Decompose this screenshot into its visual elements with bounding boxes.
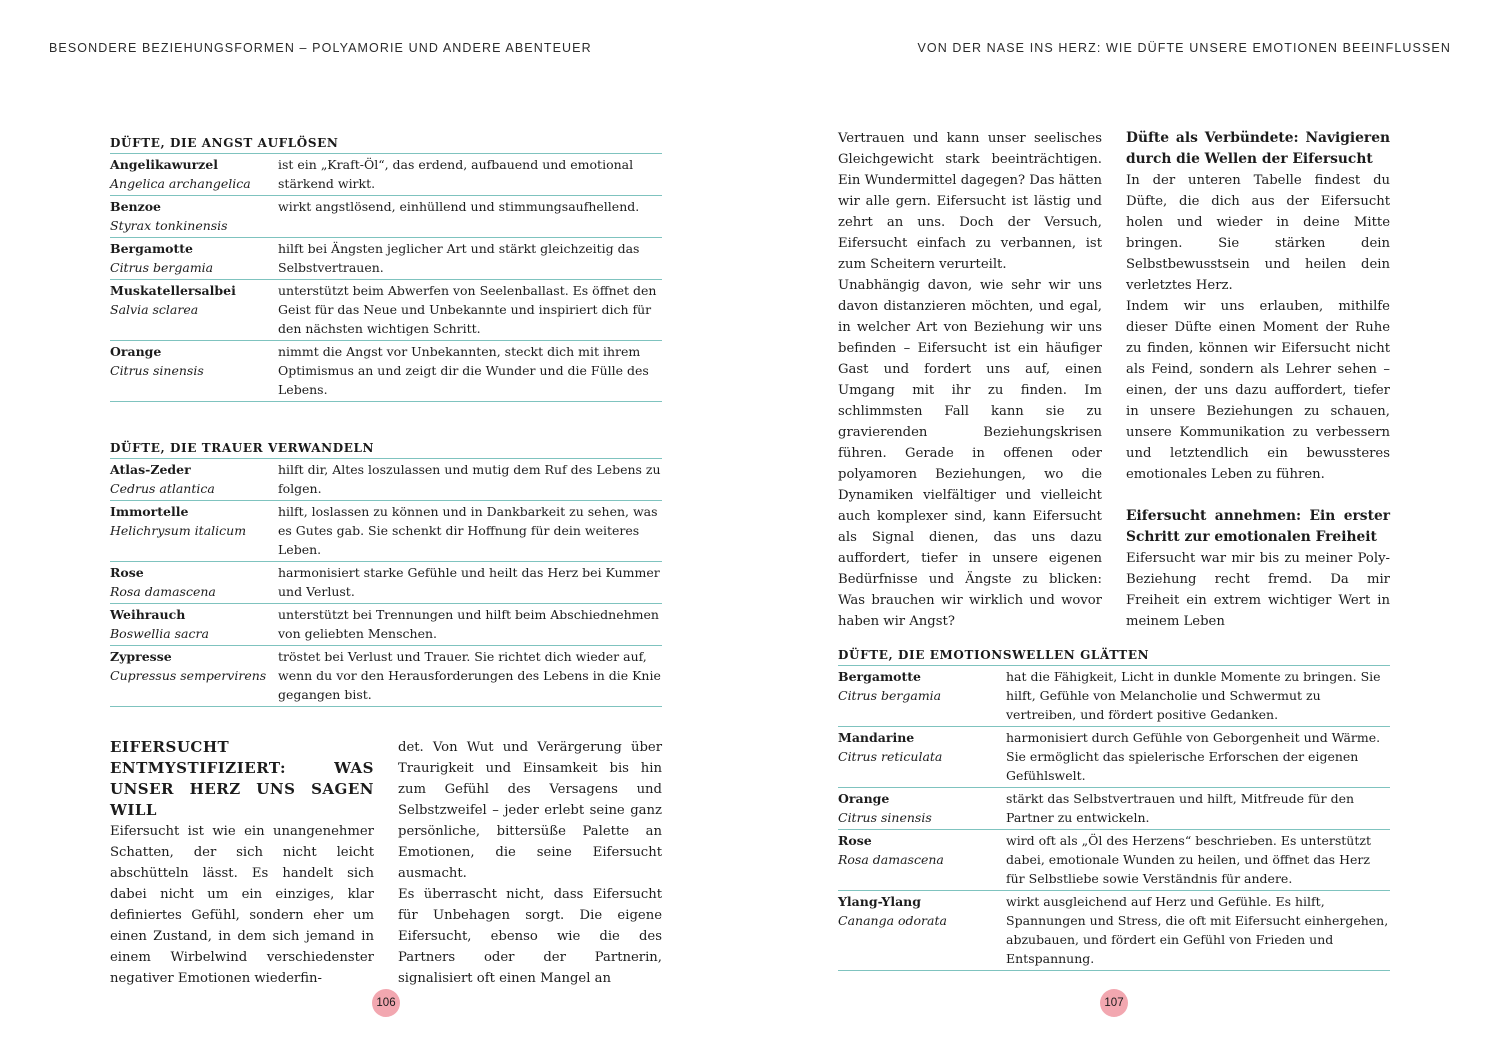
- oil-description: hilft, loslassen zu können und in Dankbarkeit zu sehen, was es Gutes gab. Sie schenkt dir Hoffnung für dein weiteres Leben.: [278, 504, 658, 557]
- table-row: [838, 830, 1390, 891]
- table-row: [110, 562, 662, 604]
- oil-description: wirkt angstlösend, einhüllend und stimmungsaufhellend.: [278, 199, 640, 214]
- right-column-2: [1126, 128, 1390, 632]
- oil-common-name: Angelikawurzel: [110, 157, 218, 172]
- oil-description: stärkt das Selbstvertrauen und hilft, Mitfreude für den Partner zu entwickeln.: [1006, 791, 1355, 825]
- oil-common-name: Rose: [110, 565, 144, 580]
- oil-common-name: Benzoe: [110, 199, 161, 214]
- table-row: [110, 238, 662, 280]
- oil-latin-name: Cananga odorata: [838, 913, 947, 928]
- oil-names: [110, 342, 278, 399]
- table-title: DÜFTE, DIE EMOTIONSWELLEN GLÄTTEN: [838, 647, 1390, 666]
- oil-description: ist ein „Kraft-Öl“, das erdend, aufbauend und emotional stärkend wirkt.: [278, 157, 634, 191]
- oil-common-name: Mandarine: [838, 730, 915, 745]
- table-row: [110, 196, 662, 238]
- table-angst: [110, 135, 662, 402]
- oil-common-name: Orange: [110, 344, 162, 359]
- oil-description: hilft dir, Altes loszulassen und mutig dem Ruf des Lebens zu folgen.: [278, 462, 661, 496]
- oil-latin-name: Rosa damascena: [110, 584, 216, 599]
- paragraph: In der unteren Tabelle findest du Düfte, die dich aus der Eifersucht holen und wieder in deine Mitte bringen. Sie stärken dein Selbstbewusstsein und heilen dein verletztes Herz.: [1126, 173, 1390, 293]
- right-column-1: [838, 128, 1102, 632]
- left-column-1: [110, 737, 374, 989]
- oil-description: nimmt die Angst vor Unbekannten, steckt dich mit ihrem Optimismus an und zeigt dir die Wunder und die Fülle des Lebens.: [278, 344, 649, 397]
- oil-latin-name: Citrus bergamia: [838, 688, 942, 703]
- oil-names: [838, 831, 1006, 888]
- oil-common-name: Atlas-Zeder: [110, 462, 191, 477]
- oil-description: unterstützt bei Trennungen und hilft beim Abschiednehmen von geliebten Menschen.: [278, 607, 659, 641]
- table-row: [838, 666, 1390, 727]
- table-row: [838, 788, 1390, 830]
- running-head-left: BESONDERE BEZIEHUNGSFORMEN – POLYAMORIE UND ANDERE ABENTEUER: [49, 41, 592, 55]
- paragraph: Unabhängig davon, wie sehr wir uns davon distanzieren möchten, und egal, in welcher Art von Beziehung wir uns befinden – Eifersucht ist ein häufiger Gast und fordert uns auf, einen Umgang mit ihr zu finden. Im schlimmsten Fall kann sie zu gravierenden Beziehungskrisen führen. Gerade in offenen oder polyamoren Beziehungen, wo die Dynamiken vielfältiger und vielleicht auch komplexer sind, kann Eifersucht als Signal dienen, das uns dazu auffordert, tiefer in unsere eigenen Bedürfnisse und Ängste zu blicken: Was brauchen wir wirklich und wovor haben wir Angst?: [838, 278, 1102, 629]
- paragraph: Eifersucht war mir bis zu meiner Poly-Beziehung recht fremd. Da mir Freiheit ein extrem wichtiger Wert in meinem Leben: [1126, 551, 1390, 629]
- paragraph: Es überrascht nicht, dass Eifersucht für Unbehagen sorgt. Die eigene Eifersucht, ebenso wie die des Partners oder der Partnerin, signalisiert oft einen Mangel an: [398, 887, 662, 986]
- oil-names: [110, 460, 278, 498]
- oil-names: [110, 605, 278, 643]
- oil-names: [838, 892, 1006, 968]
- oil-common-name: Zypresse: [110, 649, 172, 664]
- table-row: [838, 727, 1390, 788]
- paragraph: Indem wir uns erlauben, mithilfe dieser Düfte einen Moment der Ruhe zu finden, können wir Eifersucht nicht als Feind, sondern als Lehrer sehen – einen, der uns dazu auffordert, tiefer in unsere Beziehungen zu schauen, unsere Kommunikation zu verbessern und letztendlich ein bewussteres emotionales Leben zu führen.: [1126, 299, 1390, 482]
- oil-latin-name: Angelica archangelica: [110, 176, 251, 191]
- oil-description: hat die Fähigkeit, Licht in dunkle Momente zu bringen. Sie hilft, Gefühle von Melancholie und Schwermut zu vertreiben, und fördert positive Gedanken.: [1006, 669, 1381, 722]
- oil-names: [838, 728, 1006, 785]
- oil-common-name: Bergamotte: [110, 241, 194, 256]
- table-trauer: [110, 440, 662, 707]
- oil-names: [110, 563, 278, 601]
- oil-common-name: Orange: [838, 791, 890, 806]
- oil-names: [110, 239, 278, 277]
- oil-description: wirkt ausgleichend auf Herz und Gefühle. Es hilft, Spannungen und Stress, die oft mit Eifersucht einhergehen, abzubauen, und fördert ein Gefühl von Frieden und Entspannung.: [1006, 894, 1389, 966]
- table-row: [110, 501, 662, 562]
- table-row: [110, 280, 662, 341]
- oil-names: [110, 155, 278, 193]
- left-column-2: [398, 737, 662, 989]
- oil-names: [110, 197, 278, 235]
- paragraph: Vertrauen und kann unser seelisches Gleichgewicht stark beeinträchtigen. Ein Wundermittel dagegen? Das hätten wir alle gern. Eifersucht ist lästig und zehrt an uns. Doch der Versuch, Eifersucht einfach zu verbannen, ist zum Scheitern verurteilt.: [838, 131, 1102, 272]
- paragraph: det. Von Wut und Verärgerung über Traurigkeit und Einsamkeit bis hin zum Gefühl des Versagens und Selbstzweifel – jeder erlebt seine ganz persönliche, bittersüße Palette an Emotionen, die seine Eifersucht ausmacht.: [398, 740, 662, 881]
- oil-common-name: Bergamotte: [838, 669, 922, 684]
- oil-latin-name: Styrax tonkinensis: [110, 218, 228, 233]
- table-emotionswellen: [838, 647, 1390, 971]
- oil-common-name: Muskatellersalbei: [110, 283, 236, 298]
- sub-heading: Düfte als Verbündete: Navigieren durch die Wellen der Eifersucht: [1126, 130, 1390, 167]
- oil-names: [110, 281, 278, 338]
- table-title: DÜFTE, DIE ANGST AUFLÖSEN: [110, 135, 662, 154]
- paragraph: Eifersucht ist wie ein unangenehmer Schatten, der sich nicht leicht abschütteln lässt. Es handelt sich dabei nicht um ein einziges, klar definiertes Gefühl, sondern eher um einen Zustand, in dem sich jemand in einem Wirbelwind verschiedenster negativer Emotionen wiederfin-: [110, 824, 374, 986]
- oil-names: [110, 502, 278, 559]
- sub-heading: Eifersucht annehmen: Ein erster Schritt zur emotionalen Freiheit: [1126, 508, 1390, 545]
- oil-latin-name: Cedrus atlantica: [110, 481, 215, 496]
- oil-latin-name: Helichrysum italicum: [110, 523, 247, 538]
- oil-latin-name: Citrus sinensis: [110, 363, 204, 378]
- oil-description: wird oft als „Öl des Herzens“ beschrieben. Es unterstützt dabei, emotionale Wunden zu heilen, und öffnet das Herz für Selbstliebe sowie Verständnis für andere.: [1006, 833, 1371, 886]
- oil-description: harmonisiert durch Gefühle von Geborgenheit und Wärme. Sie ermöglicht das spielerische Erforschen der eigenen Gefühlswelt.: [1006, 730, 1381, 783]
- running-head-right: VON DER NASE INS HERZ: WIE DÜFTE UNSERE EMOTIONEN BEEINFLUSSEN: [917, 41, 1451, 55]
- oil-description: tröstet bei Verlust und Trauer. Sie richtet dich wieder auf, wenn du vor den Herausforderungen des Lebens in die Knie gegangen bist.: [278, 649, 661, 702]
- table-row: [838, 891, 1390, 971]
- oil-common-name: Weihrauch: [110, 607, 186, 622]
- table-row: [110, 604, 662, 646]
- table-row: [110, 646, 662, 707]
- chapter-heading: EIFERSUCHT ENTMYSTIFIZIERT: WAS UNSER HERZ UNS SAGEN WILL: [110, 738, 374, 819]
- oil-latin-name: Citrus sinensis: [838, 810, 932, 825]
- table-row: [110, 154, 662, 196]
- oil-common-name: Rose: [838, 833, 872, 848]
- oil-description: harmonisiert starke Gefühle und heilt das Herz bei Kummer und Verlust.: [278, 565, 660, 599]
- oil-latin-name: Citrus reticulata: [838, 749, 943, 764]
- oil-description: unterstützt beim Abwerfen von Seelenballast. Es öffnet den Geist für das Neue und Unbekannte und inspiriert dich für den nächsten wichtigen Schritt.: [278, 283, 657, 336]
- oil-common-name: Ylang-Ylang: [838, 894, 922, 909]
- oil-latin-name: Rosa damascena: [838, 852, 944, 867]
- oil-description: hilft bei Ängsten jeglicher Art und stärkt gleichzeitig das Selbstvertrauen.: [278, 241, 640, 275]
- page-number-right: 107: [1100, 989, 1128, 1017]
- table-title: DÜFTE, DIE TRAUER VERWANDELN: [110, 440, 662, 459]
- oil-latin-name: Cupressus sempervirens: [110, 668, 267, 683]
- page-number-left: 106: [372, 989, 400, 1017]
- oil-names: [838, 789, 1006, 827]
- oil-latin-name: Boswellia sacra: [110, 626, 209, 641]
- oil-names: [838, 667, 1006, 724]
- oil-common-name: Immortelle: [110, 504, 189, 519]
- oil-names: [110, 647, 278, 704]
- oil-latin-name: Citrus bergamia: [110, 260, 214, 275]
- oil-latin-name: Salvia sclarea: [110, 302, 199, 317]
- table-row: [110, 459, 662, 501]
- table-row: [110, 341, 662, 402]
